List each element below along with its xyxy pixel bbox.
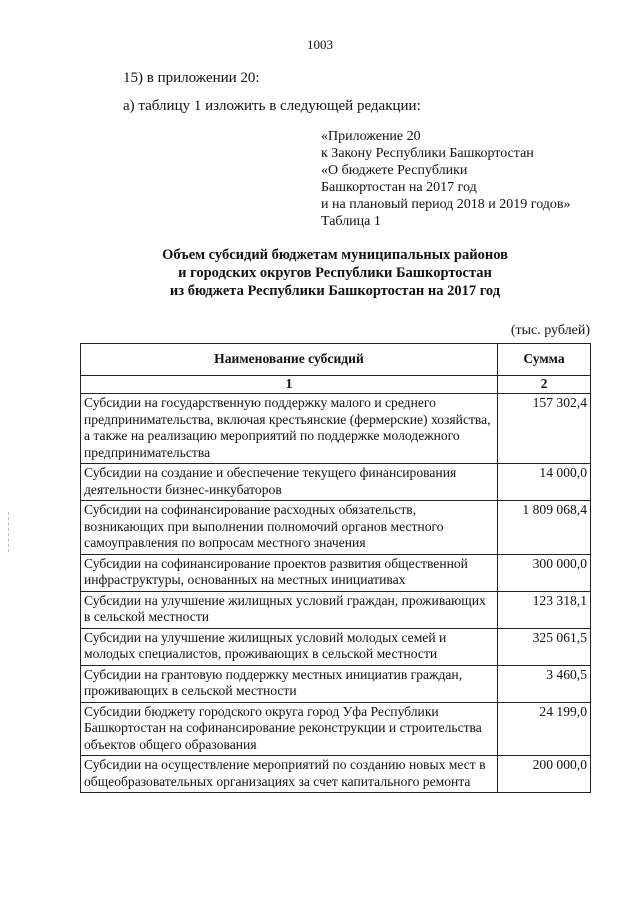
intro-line-1: 15) в приложении 20:: [123, 70, 260, 86]
margin-scan-mark: [8, 512, 10, 552]
subsidy-name: Субсидии на софинансирование проектов развития общественной инфраструктуры, основанных на местных инициативах: [81, 554, 498, 591]
appendix-header: [321, 128, 571, 230]
table-row: [81, 394, 591, 464]
subsidy-name: Субсидии на осуществление мероприятий по созданию новых мест в общеобразовательных организациях за счет капитального ремонта: [81, 756, 498, 793]
appendix-line: Башкортостан на 2017 год: [321, 180, 477, 195]
subsidy-amount: 325 061,5: [498, 628, 591, 665]
subsidy-amount: 200 000,0: [498, 756, 591, 793]
subsidy-amount: 24 199,0: [498, 702, 591, 756]
appendix-line: «О бюджете Республики: [321, 163, 468, 178]
appendix-table-label: Таблица 1: [321, 214, 381, 229]
subsidy-amount: 157 302,4: [498, 394, 591, 464]
subsidy-name: Субсидии бюджету городского округа город Уфа Республики Башкортостан на софинансирование реконструкции и строительства объектов общего образования: [81, 702, 498, 756]
table-row: [81, 591, 591, 628]
title-line: из бюджета Республики Башкортостан на 2017 год: [169, 283, 501, 299]
table-row: [81, 702, 591, 756]
page-number: 1003: [307, 37, 333, 52]
column-number: 2: [498, 376, 591, 394]
table-row: [81, 464, 591, 501]
subsidies-table: [80, 343, 591, 793]
table-row: [81, 665, 591, 702]
appendix-line: и на плановый период 2018 и 2019 годов»: [321, 197, 571, 212]
subsidy-name: Субсидии на государственную поддержку малого и среднего предпринимательства, включая крестьянские (фермерские) хозяйства, а также на реализацию мероприятий по поддержке молодежного предпринимательства: [81, 394, 498, 464]
header-amount: Сумма: [498, 344, 591, 376]
document-title: [120, 246, 550, 300]
title-line: и городских округов Республики Башкортостан: [178, 265, 492, 281]
appendix-line: к Закону Республики Башкортостан: [321, 146, 534, 161]
subsidy-amount: 14 000,0: [498, 464, 591, 501]
column-number: 1: [81, 376, 498, 394]
title-line: Объем субсидий бюджетам муниципальных районов: [162, 247, 508, 263]
units-label: (тыс. рублей): [510, 323, 590, 338]
subsidy-name: Субсидии на улучшение жилищных условий молодых семей и молодых специалистов, проживающих в сельской местности: [81, 628, 498, 665]
subsidy-amount: 300 000,0: [498, 554, 591, 591]
table-row: [81, 756, 591, 793]
intro-line-2: а) таблицу 1 изложить в следующей редакции:: [123, 98, 421, 114]
table-header-row: [81, 344, 591, 376]
subsidy-name: Субсидии на грантовую поддержку местных инициатив граждан, проживающих в сельской местности: [81, 665, 498, 702]
header-name: Наименование субсидий: [81, 344, 498, 376]
subsidy-amount: 123 318,1: [498, 591, 591, 628]
subsidy-name: Субсидии на софинансирование расходных обязательств, возникающих при выполнении полномочий органов местного самоуправления по вопросам местного значения: [81, 501, 498, 555]
appendix-line: «Приложение 20: [321, 129, 421, 144]
table-row: [81, 628, 591, 665]
table-row: [81, 501, 591, 555]
table-row: [81, 554, 591, 591]
subsidy-amount: 3 460,5: [498, 665, 591, 702]
subsidy-name: Субсидии на улучшение жилищных условий граждан, проживающих в сельской местности: [81, 591, 498, 628]
subsidy-name: Субсидии на создание и обеспечение текущего финансирования деятельности бизнес-инкубаторов: [81, 464, 498, 501]
subsidy-amount: 1 809 068,4: [498, 501, 591, 555]
column-number-row: [81, 376, 591, 394]
